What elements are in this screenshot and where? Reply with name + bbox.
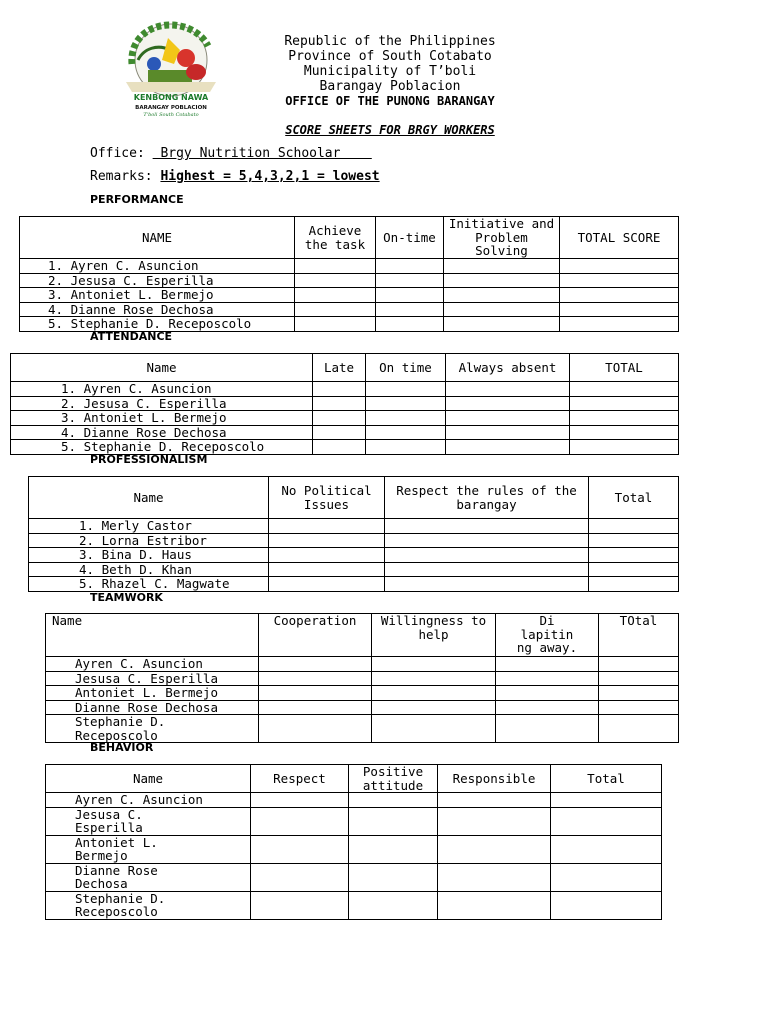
score-cell[interactable] [376, 288, 444, 303]
worker-name: Dianne Rose Dechosa [46, 700, 259, 715]
score-cell[interactable] [551, 835, 662, 863]
worker-name: Antoniet L. Bermejo [46, 686, 259, 701]
score-cell[interactable] [259, 700, 372, 715]
table-row [29, 519, 679, 534]
col-header: TOTAL [570, 354, 679, 382]
score-cell[interactable] [444, 317, 560, 332]
table-row [11, 440, 679, 455]
score-cell[interactable] [313, 396, 366, 411]
table-header-row [46, 614, 679, 657]
score-cell[interactable] [251, 863, 349, 891]
table-row [46, 863, 662, 891]
score-cell[interactable] [496, 686, 599, 701]
col-header: NAME [20, 217, 295, 259]
table-row [46, 686, 679, 701]
col-header: Name [46, 765, 251, 793]
table-row [46, 700, 679, 715]
score-cell[interactable] [295, 302, 376, 317]
score-cell[interactable] [251, 793, 349, 808]
document-title: SCORE SHEETS FOR BRGY WORKERS [285, 123, 495, 137]
worker-name: Stephanie D. Receposcolo [46, 891, 251, 919]
score-cell[interactable] [372, 657, 496, 672]
score-cell[interactable] [570, 396, 679, 411]
col-header: Respect [251, 765, 349, 793]
score-cell[interactable] [259, 715, 372, 743]
worker-name: 2. Lorna Estribor [29, 533, 269, 548]
office-label: Office: [90, 146, 145, 161]
score-cell[interactable] [313, 411, 366, 426]
score-cell[interactable] [376, 317, 444, 332]
col-header: Achieve the task [295, 217, 376, 259]
worker-name: 5. Stephanie D. Receposcolo [11, 440, 313, 455]
col-header: Total [551, 765, 662, 793]
table-row [46, 807, 662, 835]
score-cell[interactable] [446, 425, 570, 440]
score-cell[interactable] [269, 533, 385, 548]
score-cell[interactable] [313, 425, 366, 440]
score-cell[interactable] [570, 440, 679, 455]
score-cell[interactable] [599, 700, 679, 715]
col-header: Cooperation [259, 614, 372, 657]
score-cell[interactable] [372, 686, 496, 701]
col-header: Willingness to help [372, 614, 496, 657]
score-cell[interactable] [589, 562, 679, 577]
letterhead-barangay: Barangay Poblacion [319, 79, 461, 94]
col-header: Positive attitude [349, 765, 438, 793]
score-cell[interactable] [366, 382, 446, 397]
score-cell[interactable] [269, 519, 385, 534]
letterhead-office: OFFICE OF THE PUNONG BARANGAY [285, 94, 495, 108]
col-header: Di lapitin ng away. [496, 614, 599, 657]
section-teamwork: TEAMWORK [90, 591, 163, 604]
score-cell[interactable] [376, 259, 444, 274]
col-header: Name [11, 354, 313, 382]
score-cell[interactable] [372, 700, 496, 715]
worker-name: 3. Antoniet L. Bermejo [11, 411, 313, 426]
col-header: Responsible [438, 765, 551, 793]
score-cell[interactable] [589, 577, 679, 592]
table-row [11, 382, 679, 397]
score-cell[interactable] [385, 519, 589, 534]
score-cell[interactable] [251, 835, 349, 863]
score-cell[interactable] [366, 425, 446, 440]
score-cell[interactable] [259, 686, 372, 701]
worker-name: Ayren C. Asuncion [46, 793, 251, 808]
score-cell[interactable] [376, 302, 444, 317]
score-cell[interactable] [444, 259, 560, 274]
score-cell[interactable] [589, 533, 679, 548]
office-value: Brgy Nutrition Schoolar [152, 146, 372, 161]
logo-text-sub: BARANGAY POBLACION [135, 105, 207, 111]
score-cell[interactable] [570, 382, 679, 397]
table-row [29, 577, 679, 592]
table-row [46, 835, 662, 863]
score-cell[interactable] [438, 835, 551, 863]
score-cell[interactable] [295, 273, 376, 288]
worker-name: 2. Jesusa C. Esperilla [11, 396, 313, 411]
score-cell[interactable] [251, 807, 349, 835]
score-cell[interactable] [496, 671, 599, 686]
professionalism-table [28, 476, 679, 592]
worker-name: 1. Ayren C. Asuncion [20, 259, 295, 274]
score-cell[interactable] [295, 259, 376, 274]
score-cell[interactable] [372, 671, 496, 686]
letterhead [240, 34, 540, 109]
logo-text-place: T'boli South Cotabato [143, 112, 199, 118]
score-cell[interactable] [349, 807, 438, 835]
worker-name: 5. Rhazel C. Magwate [29, 577, 269, 592]
performance-table [19, 216, 679, 332]
score-cell[interactable] [560, 259, 679, 274]
table-header-row [20, 217, 679, 259]
logo-text-main: KENBONG NAWA [133, 93, 209, 102]
worker-name: 3. Bina D. Haus [29, 548, 269, 563]
letterhead-province: Province of South Cotabato [288, 49, 492, 64]
score-cell[interactable] [446, 411, 570, 426]
barangay-logo [118, 20, 224, 120]
score-cell[interactable] [349, 835, 438, 863]
table-row [11, 411, 679, 426]
score-cell[interactable] [313, 382, 366, 397]
table-row [20, 288, 679, 303]
score-cell[interactable] [570, 425, 679, 440]
table-row [20, 259, 679, 274]
score-cell[interactable] [259, 657, 372, 672]
remarks-label: Remarks: [90, 169, 153, 184]
score-cell[interactable] [560, 317, 679, 332]
section-attendance: ATTENDANCE [90, 330, 173, 343]
score-cell[interactable] [269, 548, 385, 563]
worker-name: Stephanie D. Receposcolo [46, 715, 259, 743]
col-header: Initiative and Problem Solving [444, 217, 560, 259]
col-header: Respect the rules of the barangay [385, 477, 589, 519]
score-cell[interactable] [366, 440, 446, 455]
score-cell[interactable] [570, 411, 679, 426]
section-behavior: BEHAVIOR [90, 741, 154, 754]
remarks-line [90, 169, 380, 184]
worker-name: 2. Jesusa C. Esperilla [20, 273, 295, 288]
worker-name: 4. Dianne Rose Dechosa [11, 425, 313, 440]
score-cell[interactable] [349, 891, 438, 919]
col-header: TOtal [599, 614, 679, 657]
score-cell[interactable] [438, 807, 551, 835]
score-cell[interactable] [385, 577, 589, 592]
score-cell[interactable] [438, 863, 551, 891]
score-cell[interactable] [444, 302, 560, 317]
score-cell[interactable] [599, 671, 679, 686]
score-cell[interactable] [560, 288, 679, 303]
col-header: Name [46, 614, 259, 657]
score-cell[interactable] [349, 863, 438, 891]
worker-name: Dianne Rose Dechosa [46, 863, 251, 891]
score-cell[interactable] [444, 273, 560, 288]
score-cell[interactable] [444, 288, 560, 303]
score-cell[interactable] [366, 411, 446, 426]
score-cell[interactable] [385, 548, 589, 563]
score-cell[interactable] [589, 519, 679, 534]
score-cell[interactable] [599, 715, 679, 743]
col-header: No Political Issues [269, 477, 385, 519]
worker-name: 5. Stephanie D. Receposcolo [20, 317, 295, 332]
score-cell[interactable] [366, 396, 446, 411]
score-cell[interactable] [446, 440, 570, 455]
score-cell[interactable] [376, 273, 444, 288]
worker-name: 4. Beth D. Khan [29, 562, 269, 577]
table-row [29, 548, 679, 563]
score-cell[interactable] [372, 715, 496, 743]
table-row [46, 657, 679, 672]
score-cell[interactable] [551, 793, 662, 808]
col-header: On-time [376, 217, 444, 259]
score-cell[interactable] [438, 891, 551, 919]
table-row [29, 562, 679, 577]
table-header-row [11, 354, 679, 382]
section-professionalism: PROFESSIONALISM [90, 453, 208, 466]
table-row [11, 396, 679, 411]
col-header: On time [366, 354, 446, 382]
table-row [29, 533, 679, 548]
score-cell[interactable] [385, 562, 589, 577]
letterhead-municipality: Municipality of T’boli [303, 64, 477, 79]
worker-name: Antoniet L. Bermejo [46, 835, 251, 863]
score-cell[interactable] [385, 533, 589, 548]
worker-name: 3. Antoniet L. Bermejo [20, 288, 295, 303]
table-row [46, 793, 662, 808]
col-header: Name [29, 477, 269, 519]
behavior-table [45, 764, 662, 920]
score-cell[interactable] [599, 657, 679, 672]
table-row [46, 671, 679, 686]
score-cell[interactable] [560, 302, 679, 317]
worker-name: 1. Ayren C. Asuncion [11, 382, 313, 397]
col-header: Late [313, 354, 366, 382]
score-cell[interactable] [259, 671, 372, 686]
table-row [20, 302, 679, 317]
col-header: Always absent [446, 354, 570, 382]
table-row [46, 715, 679, 743]
worker-name: 1. Merly Castor [29, 519, 269, 534]
score-cell[interactable] [313, 440, 366, 455]
score-cell[interactable] [446, 396, 570, 411]
score-cell[interactable] [496, 657, 599, 672]
worker-name: 4. Dianne Rose Dechosa [20, 302, 295, 317]
score-cell[interactable] [295, 317, 376, 332]
score-cell[interactable] [551, 891, 662, 919]
table-row [11, 425, 679, 440]
table-header-row [29, 477, 679, 519]
remarks-value: Highest = 5,4,3,2,1 = lowest [160, 169, 380, 184]
score-cell[interactable] [269, 577, 385, 592]
office-line [90, 146, 372, 161]
table-row [20, 317, 679, 332]
col-header: Total [589, 477, 679, 519]
worker-name: Jesusa C. Esperilla [46, 671, 259, 686]
score-cell[interactable] [446, 382, 570, 397]
worker-name: Jesusa C. Esperilla [46, 807, 251, 835]
score-cell[interactable] [295, 288, 376, 303]
attendance-table [10, 353, 679, 455]
worker-name: Ayren C. Asuncion [46, 657, 259, 672]
score-cell[interactable] [551, 863, 662, 891]
score-cell[interactable] [349, 793, 438, 808]
score-cell[interactable] [438, 793, 551, 808]
score-cell[interactable] [496, 715, 599, 743]
score-cell[interactable] [560, 273, 679, 288]
col-header: TOTAL SCORE [560, 217, 679, 259]
score-cell[interactable] [269, 562, 385, 577]
score-cell[interactable] [551, 807, 662, 835]
score-cell[interactable] [251, 891, 349, 919]
score-cell[interactable] [496, 700, 599, 715]
table-header-row [46, 765, 662, 793]
teamwork-table [45, 613, 679, 743]
score-cell[interactable] [589, 548, 679, 563]
score-cell[interactable] [599, 686, 679, 701]
section-performance: PERFORMANCE [90, 193, 184, 206]
table-row [46, 891, 662, 919]
table-row [20, 273, 679, 288]
letterhead-republic: Republic of the Philippines [284, 34, 496, 49]
